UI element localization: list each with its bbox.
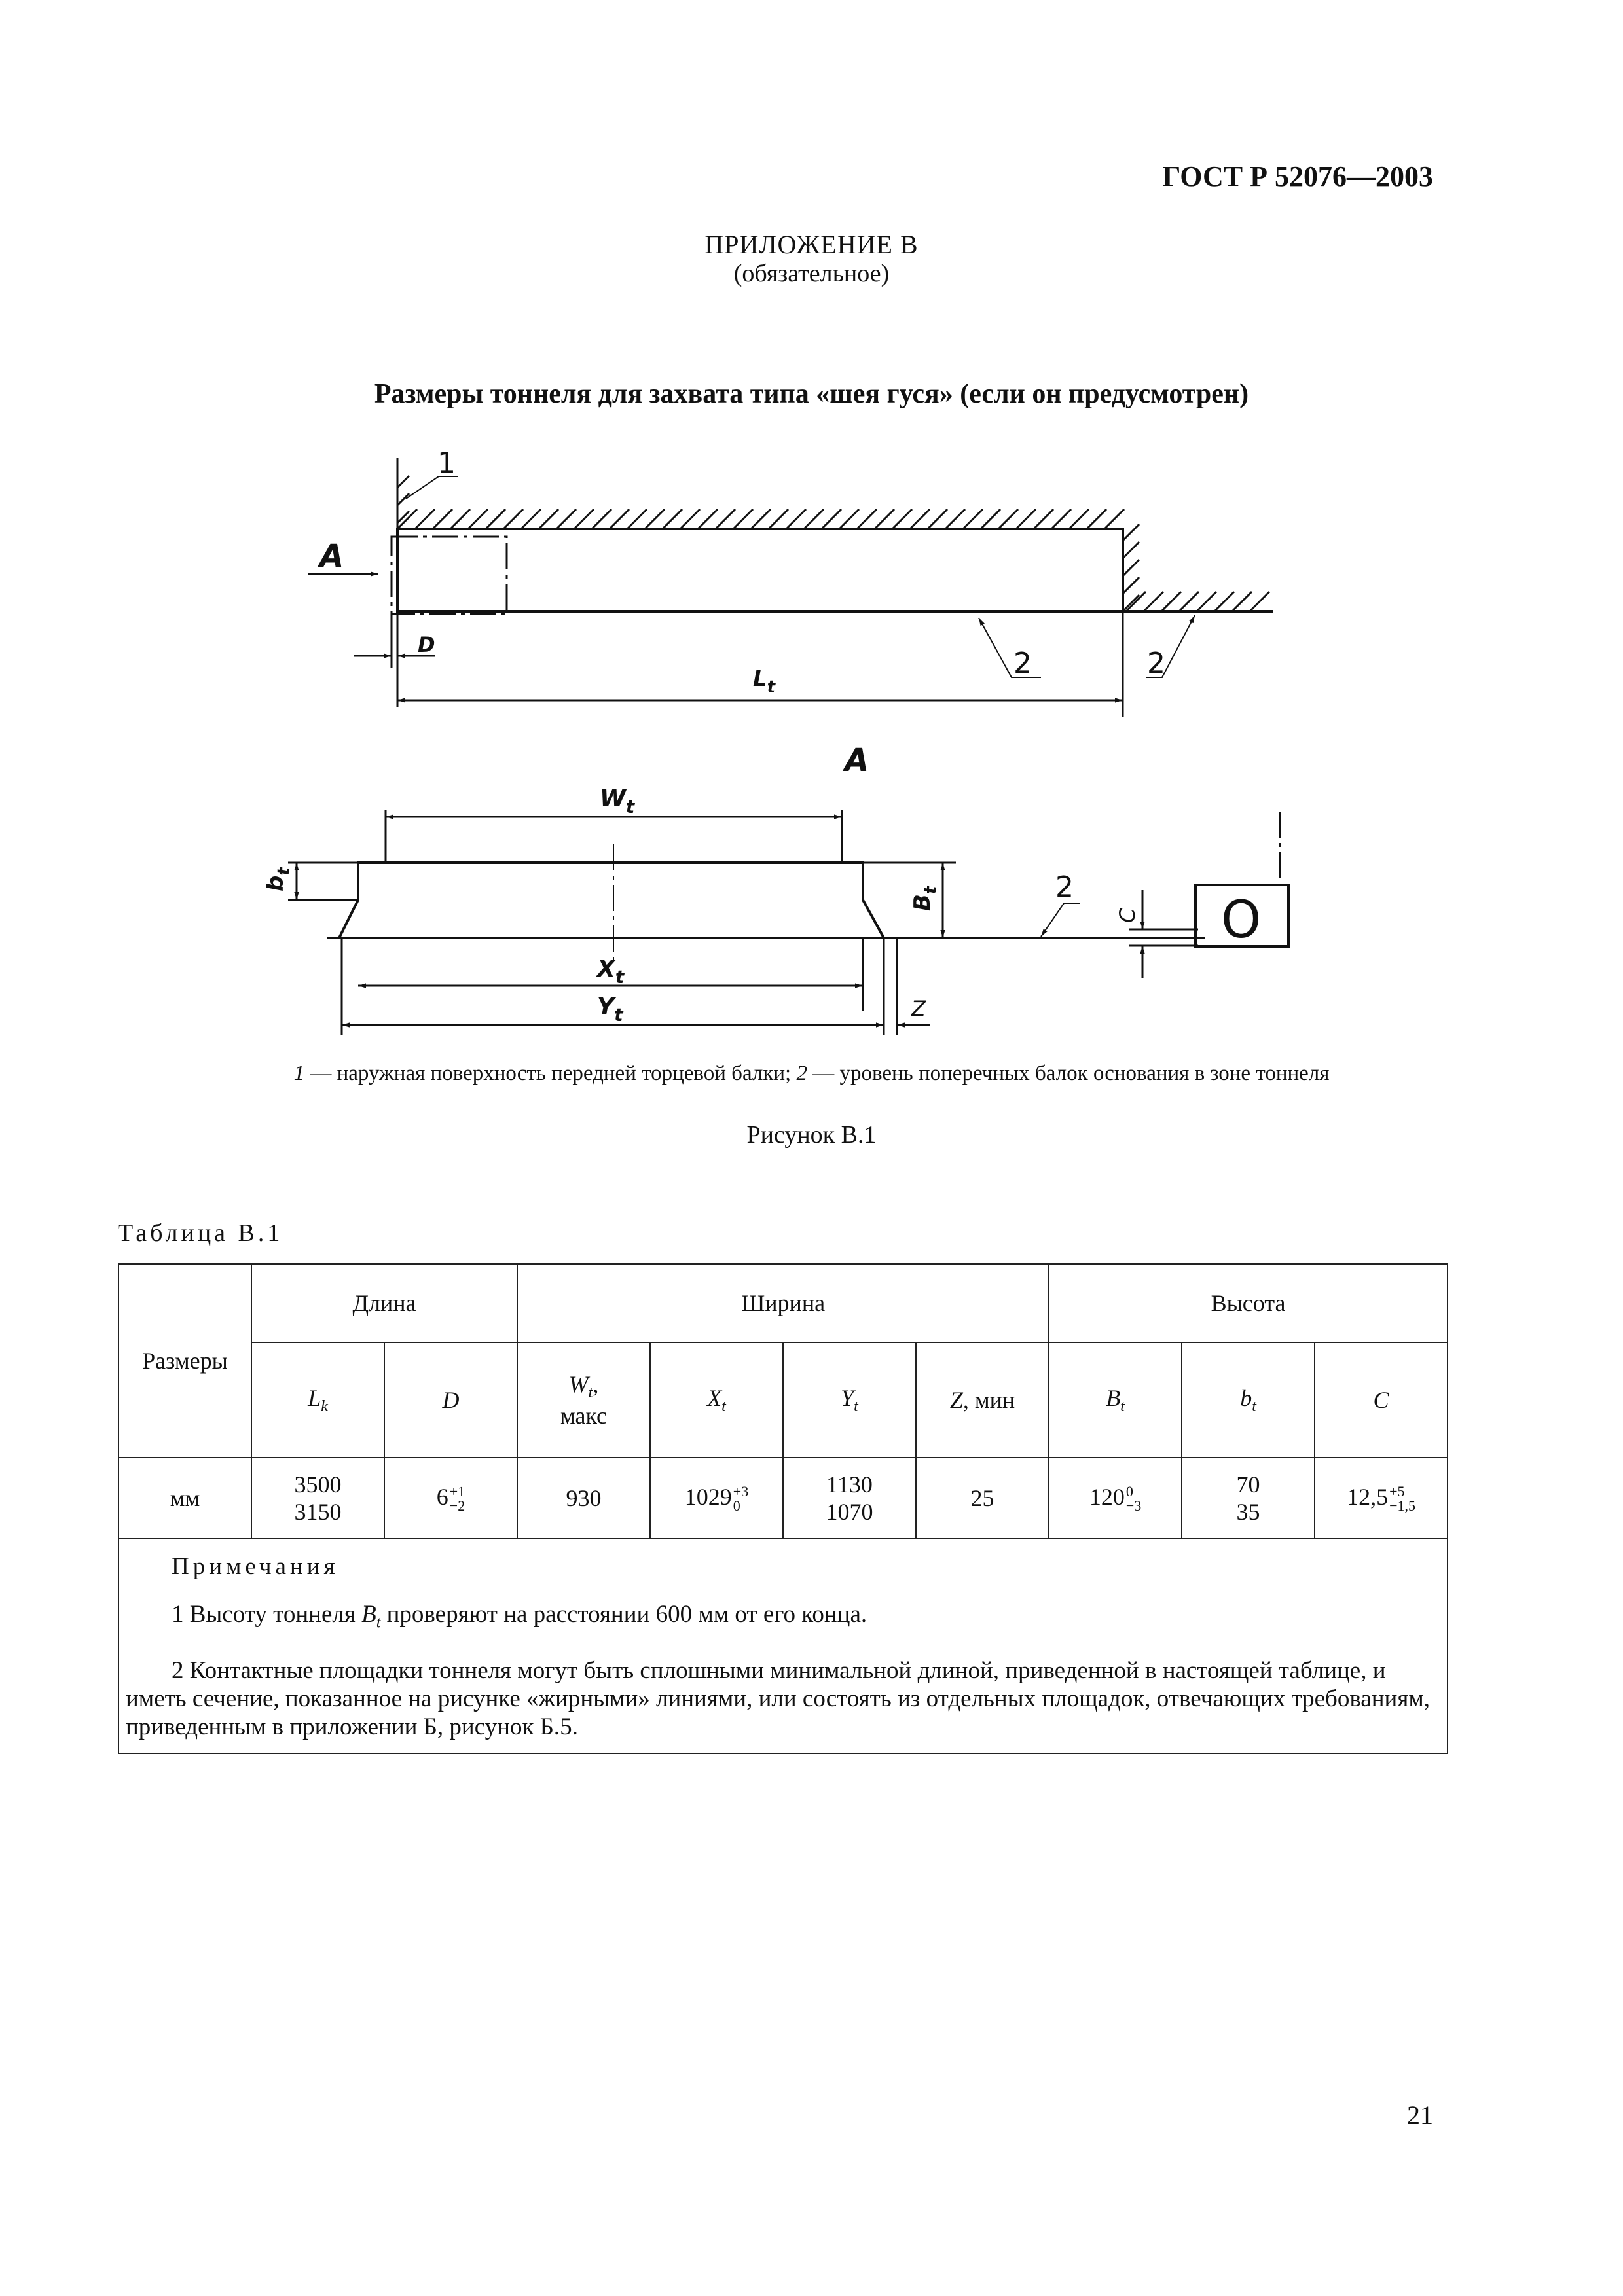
hatch-stroke: [1144, 592, 1163, 611]
header-bt-lower: $b_t$: [1182, 1342, 1315, 1458]
header-height: Высота: [1049, 1264, 1448, 1342]
note-1: 1 Высоту тоннеля $B_t$ проверяют на расстоянии 600 мм от его конца.: [172, 1601, 867, 1632]
figure-legend: 1 — наружная поверхность передней торцевой балки; 2 — уровень поперечных балок основания в зоне тоннеля: [293, 1062, 1330, 1085]
appendix-subtitle: (обязательное): [733, 260, 890, 287]
yt-label: $Y_t$: [597, 994, 623, 1026]
xt-label: $X_t$: [597, 956, 625, 988]
cell-z: 25: [916, 1458, 1049, 1539]
callout-2c: 2: [1055, 870, 1074, 904]
figure-caption: Рисунок В.1: [746, 1121, 877, 1149]
table-notes: [119, 1539, 1448, 1753]
header-yt: $Y_t$: [783, 1342, 916, 1458]
wt-label: $W_t$: [600, 785, 635, 817]
hatch-stroke: [415, 509, 435, 529]
standard-number: ГОСТ Р 52076—2003: [1162, 160, 1433, 192]
hatch-stroke: [910, 509, 930, 529]
hatch-stroke: [1051, 509, 1071, 529]
hatch-stroke: [556, 509, 576, 529]
hatch-stroke: [1123, 595, 1139, 611]
header-wt: $W_t$, макс: [517, 1342, 650, 1458]
hatch-stroke: [663, 509, 682, 529]
hatch-stroke: [521, 509, 541, 529]
hatch-stroke: [397, 493, 409, 505]
hatch-stroke: [1161, 592, 1181, 611]
table-caption: Таблица В.1: [118, 1219, 283, 1247]
c-label: С: [1115, 908, 1140, 923]
appendix-title: ПРИЛОЖЕНИЕ В: [704, 230, 919, 259]
z-label: Z: [911, 996, 926, 1021]
cell-yt: 1130 1070: [783, 1458, 916, 1539]
hatch-stroke: [786, 509, 806, 529]
note-2: 2 Контактные площадки тоннеля могут быть сплошными минимальной длиной, приведенной в настоящей таблице, и иметь сечение, показанное на рисунке «жирными» линиями, или состоять из отдельных площадок, отвечающих требованиям, приведенным в приложении Б, рисунок Б.5.: [126, 1657, 1431, 1741]
cell-c: 12,5+5 −1,5: [1315, 1458, 1448, 1539]
cell-wt: 930: [517, 1458, 650, 1539]
hatch-stroke: [397, 476, 409, 488]
hatch-stroke: [592, 509, 611, 529]
hatch-stroke: [1123, 524, 1139, 541]
view-title-a: А: [845, 742, 869, 779]
page-number: 21: [1407, 2100, 1433, 2130]
hatch-stroke: [716, 509, 735, 529]
hatch-stroke: [1123, 577, 1139, 594]
hatch-stroke: [1179, 592, 1199, 611]
hatch-stroke: [751, 509, 771, 529]
header-sizes: Размеры: [119, 1264, 251, 1458]
view-label-a: А: [319, 538, 344, 575]
hatch-stroke: [680, 509, 700, 529]
section-outline: [392, 537, 507, 614]
hatch-stroke: [698, 509, 718, 529]
hatch-stroke: [468, 509, 488, 529]
hatch-stroke: [574, 509, 594, 529]
lt-label: $L_t$: [753, 666, 776, 697]
hatch-stroke: [503, 509, 523, 529]
hatch-stroke: [998, 509, 1018, 529]
d-label: D: [418, 632, 435, 657]
hatch-stroke: [397, 511, 409, 523]
cell-xt: 1029+3 0: [650, 1458, 783, 1539]
hatch-stroke: [769, 509, 788, 529]
tunnel-drawing: [0, 0, 1623, 1060]
section-contour: [339, 863, 884, 938]
hatch-stroke: [1087, 509, 1106, 529]
hatch-stroke: [822, 509, 841, 529]
hatch-stroke: [981, 509, 1000, 529]
cell-bt-lower: 70 35: [1182, 1458, 1315, 1539]
header-bt-upper: $B_t$: [1049, 1342, 1182, 1458]
header-length: Длина: [251, 1264, 517, 1342]
hatch-stroke: [1104, 509, 1124, 529]
figure-heading: Размеры тоннеля для захвата типа «шея гуся» (если он предусмотрен): [374, 379, 1249, 409]
hatch-stroke: [928, 509, 947, 529]
hatch-stroke: [839, 509, 859, 529]
hatch-stroke: [804, 509, 824, 529]
hatch-stroke: [1034, 509, 1053, 529]
cell-lk: 3500 3150: [251, 1458, 384, 1539]
header-lk: $L_k$: [251, 1342, 384, 1458]
header-c: C: [1315, 1342, 1448, 1458]
hatch-stroke: [733, 509, 753, 529]
header-z: Z, мин: [916, 1342, 1049, 1458]
hatch-stroke: [539, 509, 558, 529]
hatch-stroke: [1232, 592, 1252, 611]
callout-2a: 2: [1013, 647, 1032, 680]
hatch-stroke: [627, 509, 647, 529]
o-symbol: O: [1221, 891, 1262, 950]
hatch-stroke: [1250, 592, 1269, 611]
hatch-stroke: [1126, 592, 1146, 611]
hatch-stroke: [1016, 509, 1036, 529]
notes-heading: Примечания: [172, 1553, 339, 1580]
hatch-stroke: [1123, 560, 1139, 576]
bt-label: $b_t$: [263, 867, 294, 891]
hatch-stroke: [450, 509, 470, 529]
hatch-stroke: [645, 509, 665, 529]
cell-bt-upper: 1200 −3: [1049, 1458, 1182, 1539]
hatch-stroke: [857, 509, 877, 529]
hatch-stroke: [1123, 542, 1139, 558]
cell-d: 6+1 −2: [384, 1458, 517, 1539]
callout-2b: 2: [1147, 647, 1165, 680]
hatch-stroke: [1069, 509, 1089, 529]
hatch-stroke: [875, 509, 894, 529]
hatch-stroke: [963, 509, 983, 529]
hatch-stroke: [1197, 592, 1216, 611]
header-d: D: [384, 1342, 517, 1458]
table-row: [119, 1458, 1448, 1539]
hatch-stroke: [945, 509, 965, 529]
header-xt: $X_t$: [650, 1342, 783, 1458]
hatch-stroke: [610, 509, 629, 529]
callout-1: 1: [437, 446, 456, 480]
hatch-stroke: [486, 509, 505, 529]
dimensions-table: [118, 1263, 1448, 1754]
header-width: Ширина: [517, 1264, 1049, 1342]
hatch-stroke: [892, 509, 912, 529]
hatch-stroke: [433, 509, 452, 529]
hatch-stroke: [1214, 592, 1234, 611]
hatch-lines: [397, 476, 1269, 611]
bt-upper-label: $B_t$: [909, 886, 941, 911]
cell-unit: мм: [119, 1458, 251, 1539]
